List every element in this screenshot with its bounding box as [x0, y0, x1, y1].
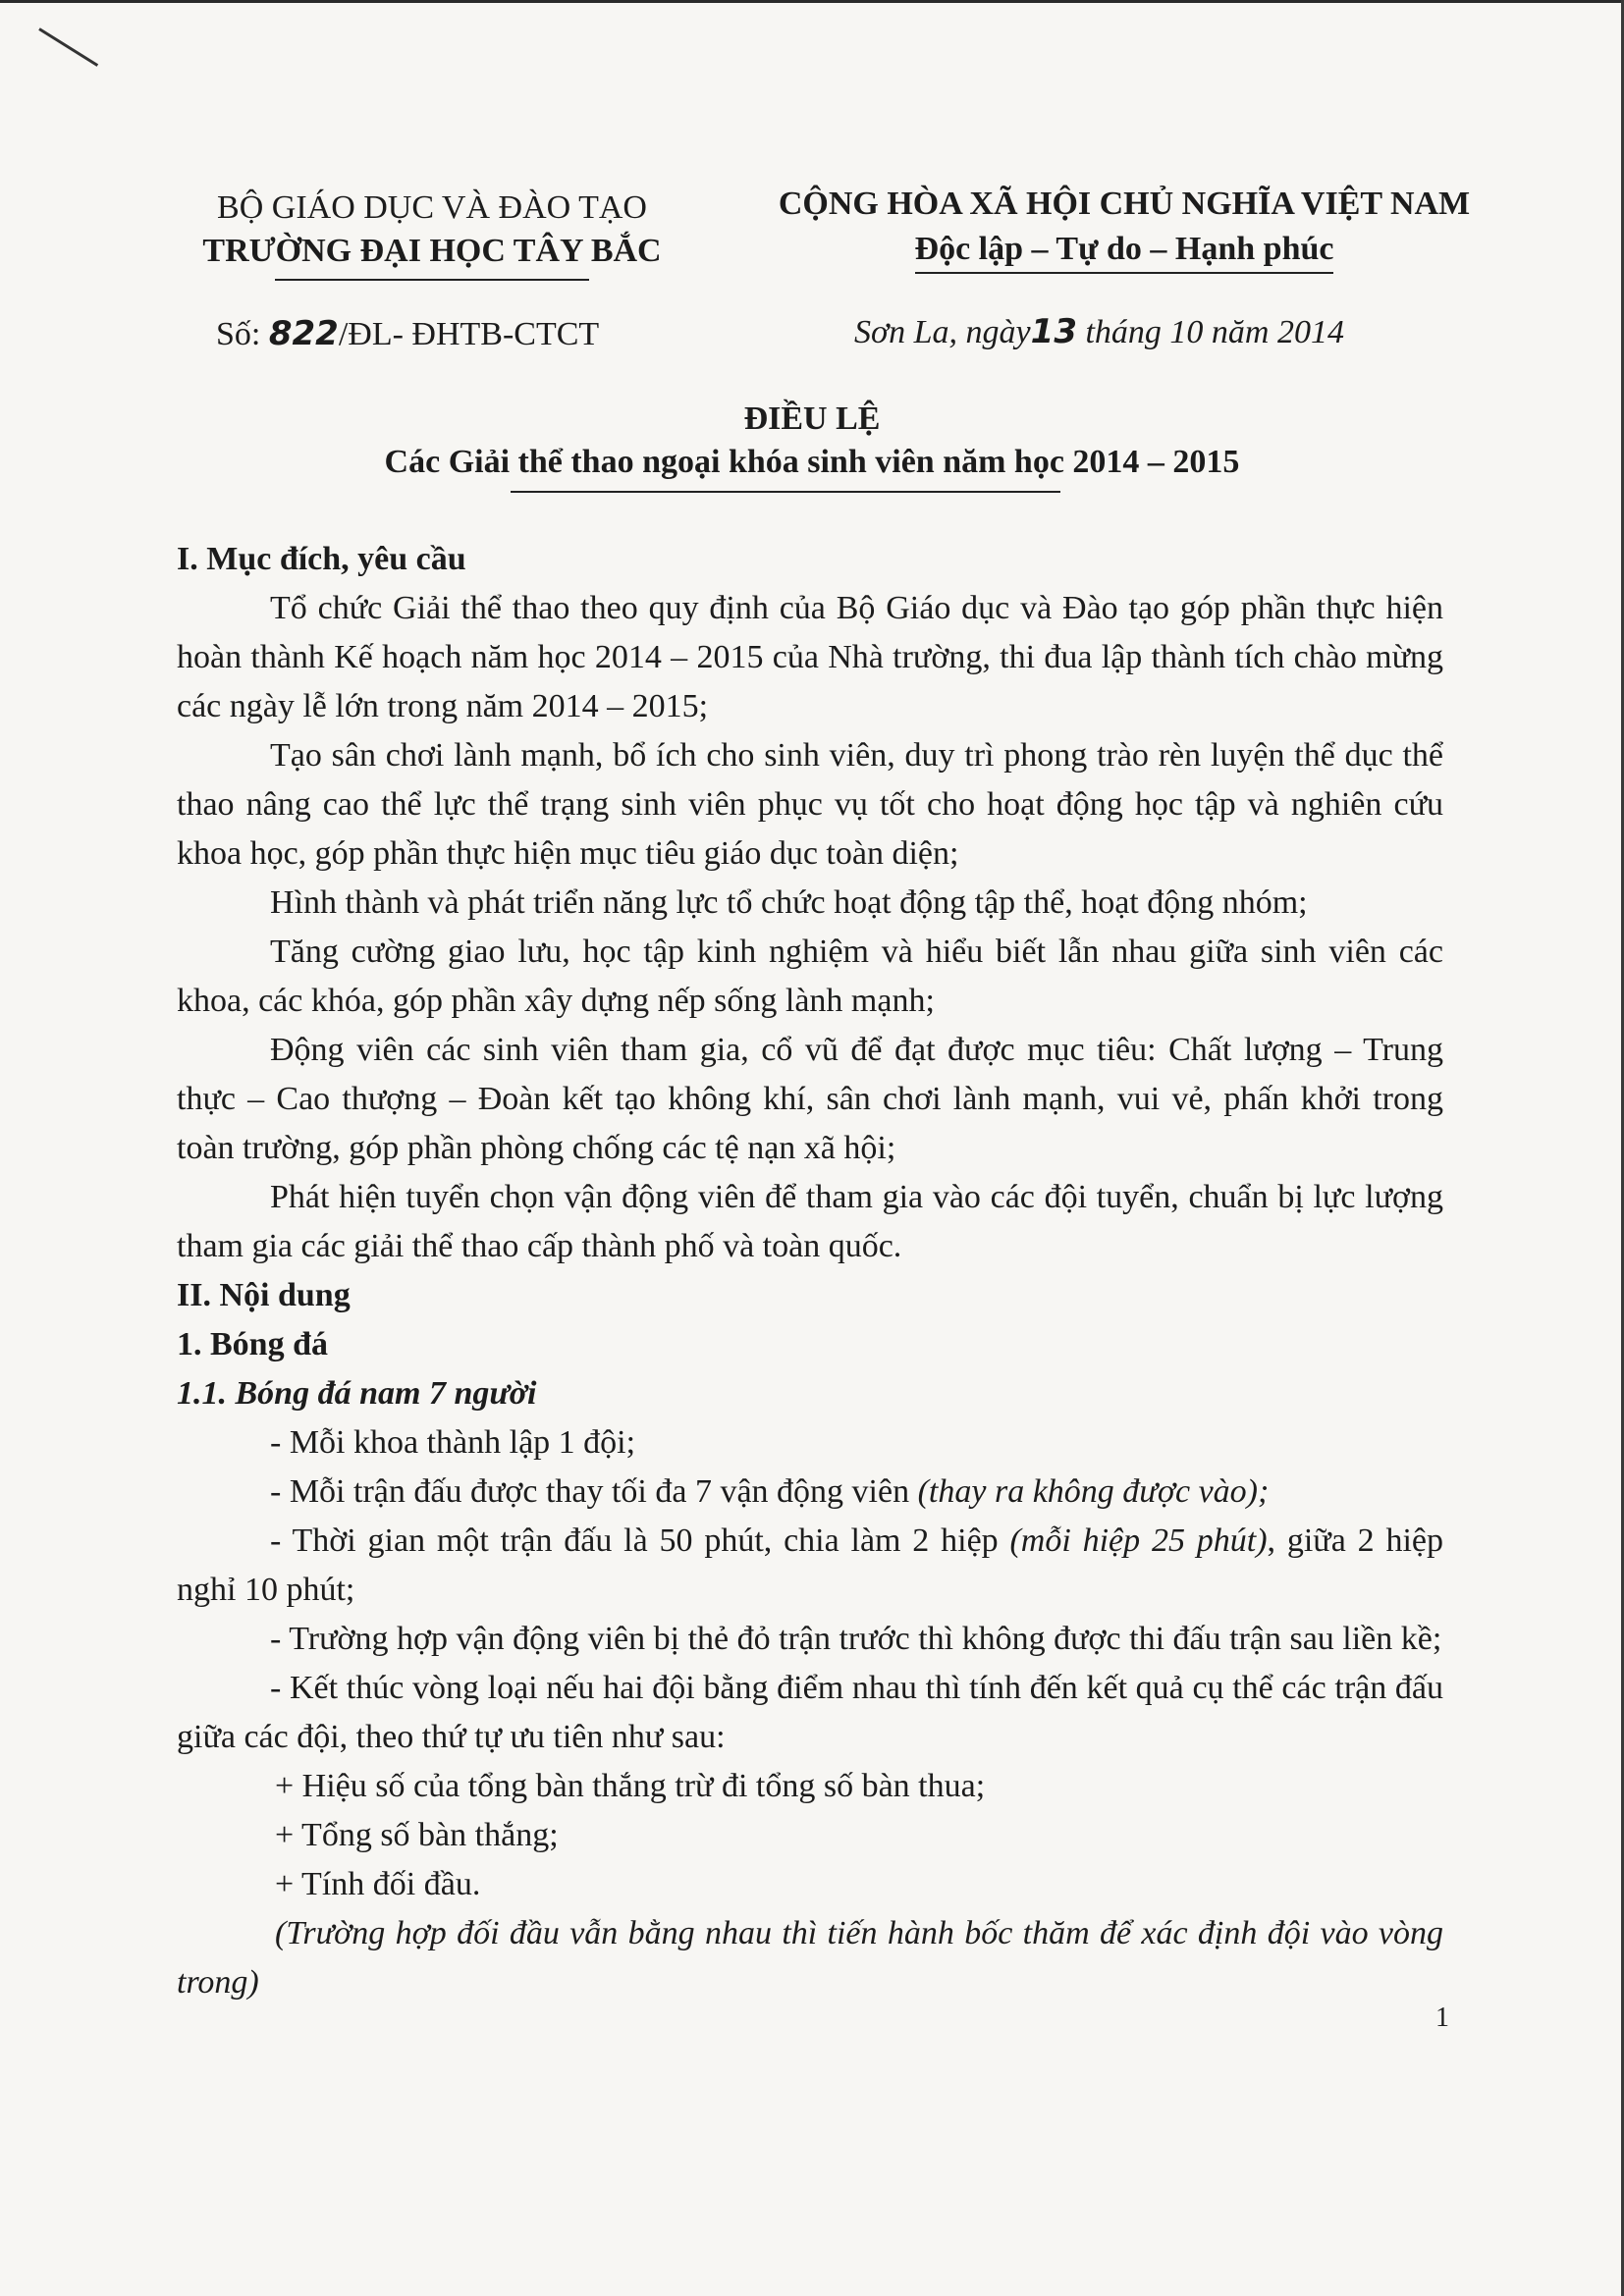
document-number: Số: 822/ĐL- ĐHTB-CTCT	[216, 314, 600, 353]
document-title: ĐIỀU LỆ	[743, 400, 881, 437]
paragraph: - Mỗi khoa thành lập 1 đội;	[270, 1424, 636, 1461]
scan-edge-top	[0, 0, 1624, 3]
title-rule	[511, 491, 1060, 493]
header-left-rule	[275, 279, 589, 281]
paragraph: Phát hiện tuyển chọn vận động viên để tham gia vào các đội tuyển, chuẩn bị lực lượng tham gia các giải thể thao cấp thành phố và toàn quốc.	[177, 1179, 1443, 1264]
page-number: 1	[1435, 2002, 1449, 2033]
paragraph: Tăng cường giao lưu, học tập kinh nghiệm và hiểu biết lẫn nhau giữa sinh viên các khoa, các khóa, góp phần xây dựng nếp sống lành mạnh;	[177, 934, 1443, 1019]
national-motto: Độc lập – Tự do – Hạnh phúc	[915, 227, 1334, 274]
paragraph: Tổ chức Giải thể thao theo quy định của Bộ Giáo dục và Đào tạo góp phần thực hiện hoàn thành Kế hoạch năm học 2014 – 2015 của Nhà trường, thi đua lập thành tích chào mừng các ngày lễ lớn trong năm 2014 – 2015;	[177, 590, 1443, 724]
section-heading: I. Mục đích, yêu cầu	[177, 541, 466, 577]
paragraph: Tạo sân chơi lành mạnh, bổ ích cho sinh viên, duy trì phong trào rèn luyện thể dục thể thao nâng cao thể lực thể trạng sinh viên phục vụ tốt cho hoạt động học tập và nghiên cứu khoa học, góp phần thực hiện mục tiêu giáo dục toàn diện;	[177, 737, 1443, 872]
section-heading: 1. Bóng đá	[177, 1326, 328, 1362]
paragraph: - Thời gian một trận đấu là 50 phút, chia làm 2 hiệp (mỗi hiệp 25 phút), giữa 2 hiệp nghỉ 10 phút;	[177, 1522, 1443, 1608]
handwritten-number: 822	[268, 314, 339, 353]
header-right	[756, 182, 1492, 274]
paragraph: - Mỗi trận đấu được thay tối đa 7 vận động viên (thay ra không được vào);	[270, 1473, 1270, 1510]
ministry-name: BỘ GIÁO DỤC VÀ ĐÀO TẠO	[217, 189, 647, 226]
paragraph: - Kết thúc vòng loại nếu hai đội bằng điểm nhau thì tính đến kết quả cụ thể các trận đấu giữa các đội, theo thứ tự ưu tiên như sau:	[177, 1670, 1443, 1755]
nation-name: CỘNG HÒA XÃ HỘI CHỦ NGHĨA VIỆT NAM	[778, 186, 1471, 222]
school-name: TRƯỜNG ĐẠI HỌC TÂY BẮC	[202, 233, 662, 269]
document-body	[177, 535, 1443, 2007]
list-item: + Tổng số bàn thắng;	[275, 1817, 559, 1853]
handwritten-day: 13	[1030, 312, 1077, 351]
list-item: + Hiệu số của tổng bàn thắng trừ đi tổng số bàn thua;	[275, 1768, 986, 1804]
section-heading: II. Nội dung	[177, 1277, 351, 1313]
document-subtitle: Các Giải thể thao ngoại khóa sinh viên năm học 2014 – 2015	[384, 444, 1240, 480]
header-left	[177, 187, 687, 281]
subsection-heading: 1.1. Bóng đá nam 7 người	[177, 1375, 537, 1412]
paragraph: - Trường hợp vận động viên bị thẻ đỏ trận trước thì không được thi đấu trận sau liền kề;	[270, 1621, 1442, 1657]
paragraph: Hình thành và phát triển năng lực tổ chức hoạt động tập thể, hoạt động nhóm;	[270, 884, 1308, 921]
date-line: Sơn La, ngày13 tháng 10 năm 2014	[854, 312, 1344, 351]
scan-mark	[38, 27, 98, 67]
paragraph: Động viên các sinh viên tham gia, cổ vũ để đạt được mục tiêu: Chất lượng – Trung thực – Cao thượng – Đoàn kết tạo không khí, sân chơi lành mạnh, vui vẻ, phấn khởi trong toàn trường, góp phần phòng chống các tệ nạn xã hội;	[177, 1032, 1443, 1166]
list-item: + Tính đối đầu.	[275, 1866, 481, 1902]
note-paragraph: (Trường hợp đối đầu vẫn bằng nhau thì tiến hành bốc thăm để xác định đội vào vòng trong)	[177, 1915, 1443, 2001]
